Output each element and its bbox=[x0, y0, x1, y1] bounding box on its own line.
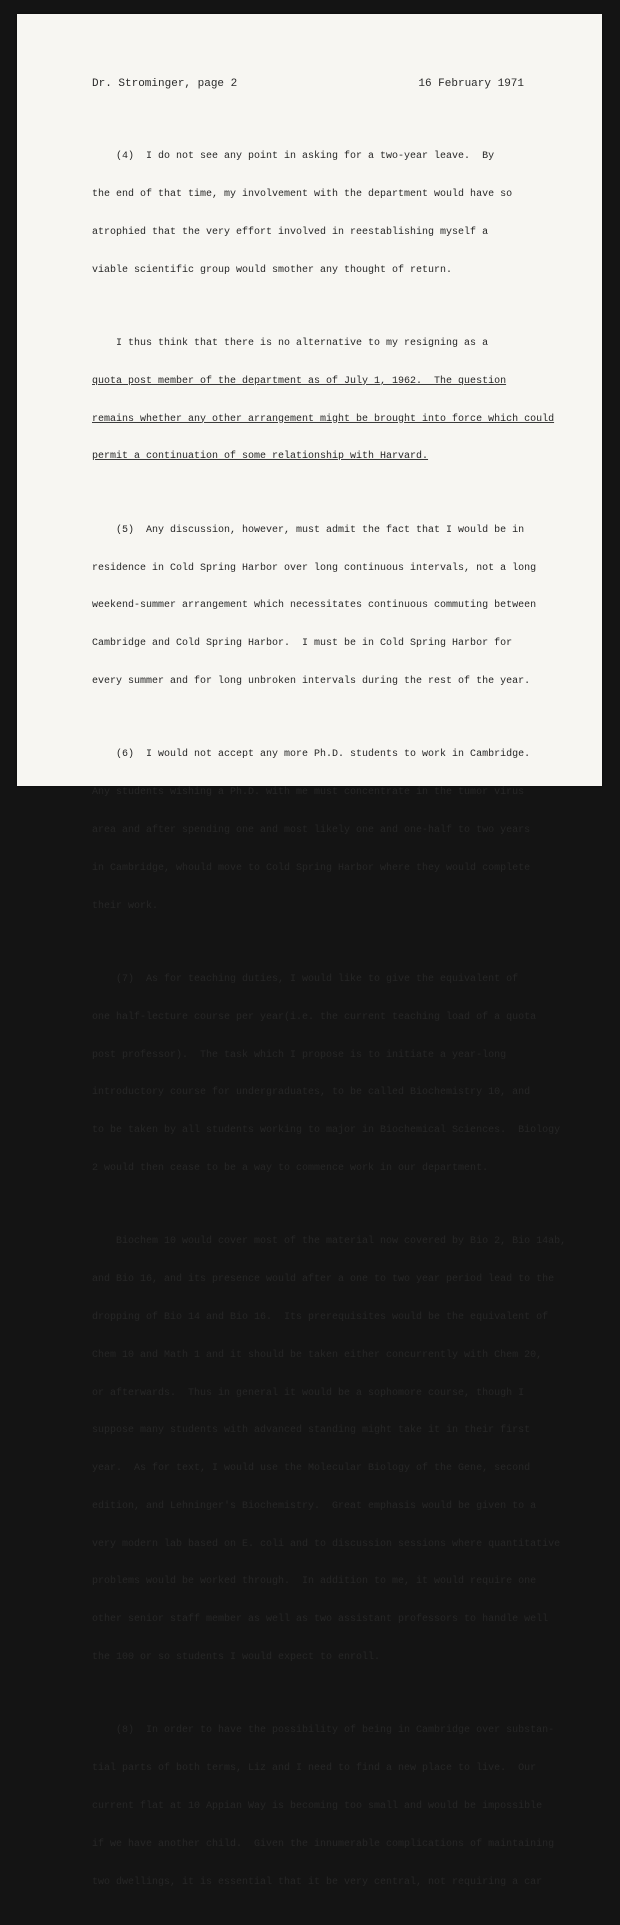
text-line: year. As for text, I would use the Molecular Biology of the Gene, second bbox=[92, 1463, 531, 1475]
text-line: (7) As for teaching duties, I would like to give the equivalent of bbox=[92, 974, 519, 985]
paragraph-resignation bbox=[92, 313, 562, 489]
text-line: dropping of Bio 14 and Bio 16. Its prerequisites would be the equivalent of bbox=[92, 1311, 549, 1323]
text-line: other senior staff member as well as two assistant professors to handle well bbox=[92, 1614, 549, 1626]
text-line: viable scientific group would smother any thought of return. bbox=[92, 264, 453, 276]
text-line: every summer and for long unbroken intervals during the rest of the year. bbox=[92, 675, 531, 687]
text-line: residence in Cold Spring Harbor over long continuous intervals, not a long bbox=[92, 562, 537, 574]
paragraph-biochem-10 bbox=[92, 1211, 567, 1690]
text-line: weekend-summer arrangement which necessitates continuous commuting between bbox=[92, 600, 537, 612]
text-line: and Bio 16, and its presence would after a one to two year period lead to the bbox=[92, 1274, 555, 1286]
text-line: introductory course for undergraduates, to be called Biochemistry 10, and bbox=[92, 1087, 531, 1099]
text-line: (8) In order to have the possibility of being in Cambridge over substan- bbox=[92, 1725, 555, 1737]
underlined-text-line: remains whether any other arrangement might be brought into force which could bbox=[92, 413, 555, 425]
text-line: post professor). The task which I propose is to initiate a year-long bbox=[92, 1049, 507, 1061]
underlined-text-line: quota post member of the department as of July 1, 1962. The question bbox=[92, 375, 507, 387]
text-line: one half-lecture course per year(i.e. the current teaching load of a quota bbox=[92, 1011, 537, 1023]
text-line: Chem 10 and Math 1 and it should be taken either concurrently with Chem 20, bbox=[92, 1349, 543, 1361]
text-line: atrophied that the very effort involved in reestablishing myself a bbox=[92, 226, 489, 238]
page-header bbox=[92, 78, 524, 90]
text-line: or afterwards. Thus in general it would be a sophomore course, though I bbox=[92, 1387, 525, 1399]
header-recipient-page: Dr. Strominger, page 2 bbox=[92, 78, 238, 90]
text-line: very modern lab based on E. coli and to discussion sessions where quantitative bbox=[92, 1538, 561, 1550]
text-line: the end of that time, my involvement with the department would have so bbox=[92, 188, 513, 200]
text-line: current flat at 10 Appian Way is becoming too small and would be impossible bbox=[92, 1801, 543, 1812]
paragraph-6 bbox=[92, 724, 562, 938]
text-line: problems would be worked through. In addition to me, it would require one bbox=[92, 1576, 537, 1588]
paragraph-7 bbox=[92, 949, 562, 1201]
text-line: the 100 or so students I would expect to enroll. bbox=[92, 1651, 381, 1663]
paragraph-8 bbox=[92, 1700, 562, 1914]
text-line: (5) Any discussion, however, must admit the fact that I would be in bbox=[92, 524, 525, 536]
text-line: area and after spending one and most likely one and one-half to two years bbox=[92, 824, 531, 836]
paragraph-5 bbox=[92, 500, 562, 714]
text-line: Biochem 10 would cover most of the material now covered by Bio 2, Bio 14ab, bbox=[92, 1236, 567, 1248]
header-date: 16 February 1971 bbox=[418, 78, 524, 90]
text-line: their work. bbox=[92, 900, 159, 912]
text-line: I thus think that there is no alternative to my resigning as a bbox=[92, 338, 489, 349]
text-line: two dwellings, it is essential that it be very central, not requiring a car bbox=[92, 1876, 543, 1888]
underlined-text-line: permit a continuation of some relationship with Harvard. bbox=[92, 451, 429, 463]
text-line: Any students wishing a Ph.D. with me must concentrate in the tumor virus bbox=[92, 787, 525, 799]
text-line: tial parts of both terms, Liz and I need to find a new place to live. Our bbox=[92, 1763, 537, 1775]
text-line: Cambridge and Cold Spring Harbor. I must be in Cold Spring Harbor for bbox=[92, 638, 513, 650]
letter-page bbox=[17, 14, 602, 1888]
letter-body bbox=[92, 126, 567, 1925]
text-line: if we have another child. Given the innumerable complications of maintaining bbox=[92, 1838, 555, 1850]
text-line: suppose many students with advanced standing might take it in their first bbox=[92, 1425, 531, 1437]
paragraph-4 bbox=[92, 126, 562, 302]
text-line: edition, and Lehninger's Biochemistry. Great emphasis would be given to a bbox=[92, 1500, 537, 1512]
text-line: in Cambridge, whould move to Cold Spring Harbor where they would complete bbox=[92, 862, 531, 874]
text-line: (4) I do not see any point in asking for a two-year leave. By bbox=[92, 151, 495, 163]
text-line: (6) I would not accept any more Ph.D. students to work in Cambridge. bbox=[92, 749, 531, 761]
text-line: 2 would then cease to be a way to commence work in our department. bbox=[92, 1162, 489, 1174]
text-line: to be taken by all students working to major in Biochemical Sciences. Biology bbox=[92, 1125, 561, 1137]
